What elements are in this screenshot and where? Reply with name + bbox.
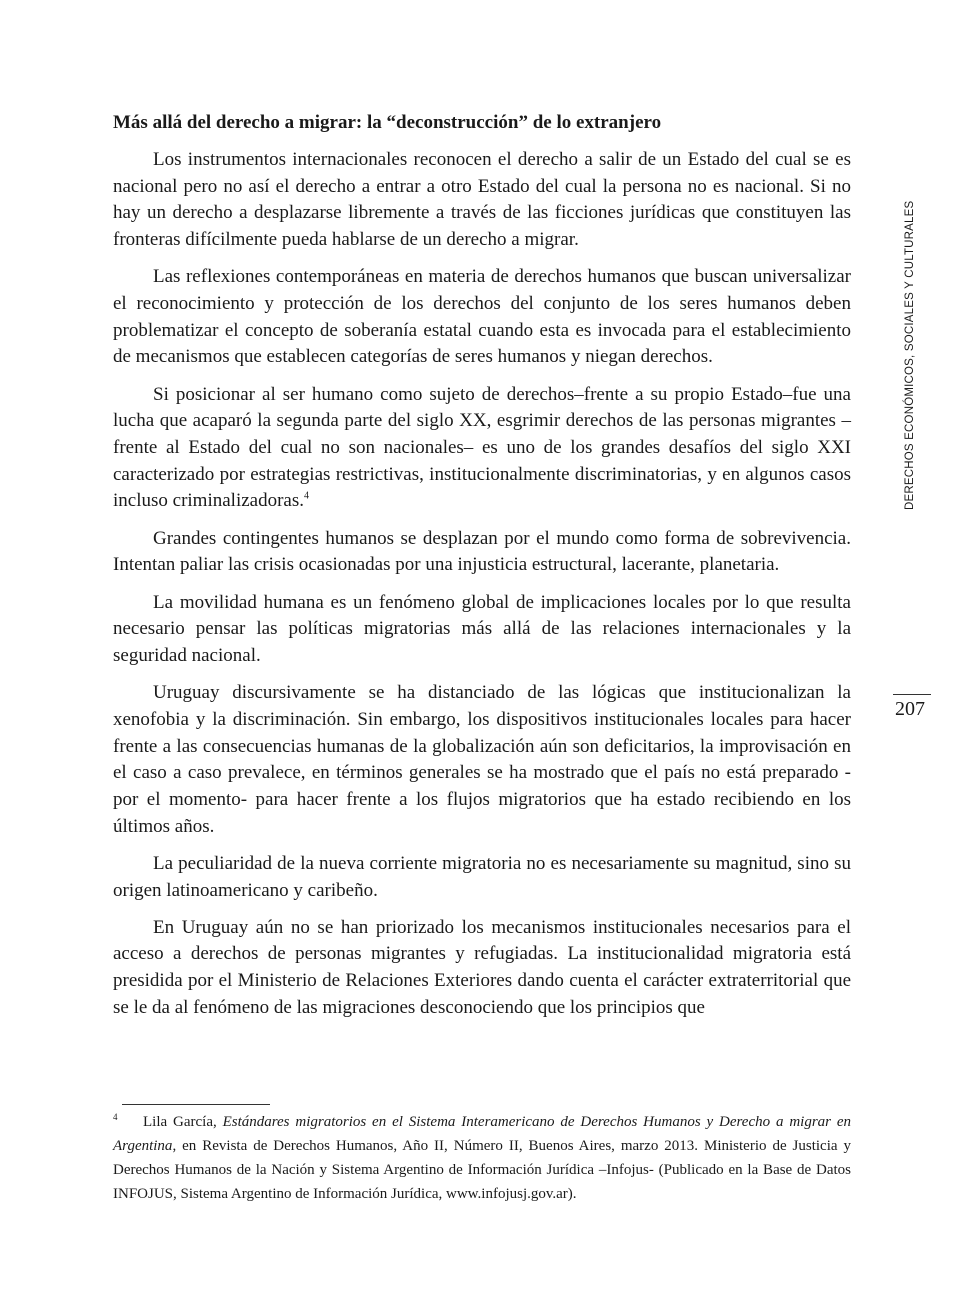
paragraph-text: Si posicionar al ser humano como sujeto de derechos–frente a su propio Estado–fue una lucha que acaparó la segunda parte del siglo XX, esgrimir derechos de las personas migrantes –frente al Estado del cual no son nacionales– es uno de los grandes desafíos del siglo XXI caracterizado por estrategias restrictivas, institucionalmente discriminatorias, y en algunos casos incluso criminalizadoras. (113, 383, 851, 512)
page-number: 207 (895, 698, 925, 720)
paragraph: Grandes contingentes humanos se desplazan por el mundo como forma de sobrevivencia. Intentan paliar las crisis ocasionadas por una injusticia estructural, lacerante, planetaria. (113, 527, 851, 576)
paragraph (113, 382, 851, 516)
paragraph: Los instrumentos internacionales reconocen el derecho a salir de un Estado del cual se es nacional pero no así el derecho a entrar a otro Estado del cual la persona no es nacional. Si no hay un derecho a desplazarse libremente a través de las ficciones jurídicas que constituyen las fronteras difícilmente pueda hablarse de un derecho a migrar. (113, 149, 851, 251)
footnote-citation: , en Revista de Derechos Humanos, Año II, Número II, Buenos Aires, marzo 2013. Ministerio de Justicia y Derechos Humanos de la Nación y Sistema Argentino de Información Jurídica –Infojus- (Publicado en la Base de Datos INFOJUS, Sistema Argentino de Información Jurídica, www.infojusj.gov.ar). (113, 1138, 851, 1202)
body-text (113, 147, 851, 1032)
footnote-reference[interactable]: 4 (304, 491, 309, 503)
paragraph: Uruguay discursivamente se ha distanciado de las lógicas que institucionalizan la xenofobia y la discriminación. Sin embargo, los dispositivos institucionales locales para hacer frente a las consecuencias humanas de la globalización aún son deficitarios, la improvisación en el caso a caso prevalece, en términos generales se ha mostrado que el país no está preparado - por el momento- para hacer frente a los flujos migratorios que ha estado recibiendo en los últimos años. (113, 682, 851, 837)
footnote-title: Estándares migratorios en el Sistema Interamericano de Derechos Humanos y Derecho a migrar en Argentina (113, 1114, 851, 1154)
footnote-separator (122, 1104, 270, 1105)
footnote: 4 Lila García, Estándares migratorios en el Sistema Interamericano de Derechos Humanos y Derecho a migrar en Argentina, en Revista de Derechos Humanos, Año II, Número II, Buenos Aires, marzo 2013. Ministerio de Justicia y Derechos Humanos de la Nación y Sistema Argentino de Información Jurídica –Infojus- (Publicado en la Base de Datos INFOJUS, Sistema Argentino de Información Jurídica, www.infojusj.gov.ar). (113, 1112, 851, 1202)
section-heading: Más allá del derecho a migrar: la “deconstrucción” de lo extranjero (113, 112, 662, 133)
paragraph: La movilidad humana es un fenómeno global de implicaciones locales por lo que resulta necesario pensar las políticas migratorias más allá de las relaciones internacionales y la seguridad nacional. (113, 591, 851, 666)
running-section-label: DERECHOS ECONÓMICOS, SOCIALES Y CULTURALES (904, 200, 916, 510)
paragraph: Las reflexiones contemporáneas en materia de derechos humanos que buscan universalizar el reconocimiento y protección de los derechos del conjunto de los seres humanos deben problematizar el concepto de soberanía estatal cuando esta es invocada para el establecimiento de mecanismos que establecen categorías de seres humanos y niegan derechos. (113, 266, 851, 368)
page-number-rule (893, 694, 931, 695)
paragraph: En Uruguay aún no se han priorizado los mecanismos institucionales necesarios para el acceso a derechos de personas migrantes y refugiadas. La institucionalidad migratoria está presidida por el Ministerio de Relaciones Exteriores dando cuenta el carácter extraterritorial que se le da al fenómeno de las migraciones desconociendo que los principios que (113, 916, 851, 1018)
footnote-author: Lila García, (143, 1114, 223, 1130)
paragraph: La peculiaridad de la nueva corriente migratoria no es necesariamente su magnitud, sino su origen latinoamericano y caribeño. (113, 852, 851, 901)
